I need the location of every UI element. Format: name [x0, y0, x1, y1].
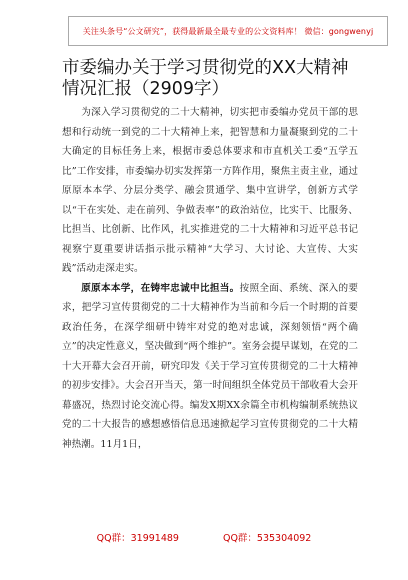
- paragraph-intro: 为深入学习贯彻党的二十大精神，切实把市委编办党员干部的思想和行动统一到党的二十大精神上来，把智慧和力量凝聚到党的二十大确定的目标任务上来，根据市委总体要求和市直机关工委“五学五比”工作安排，市委编办切实发挥第一方阵作用，聚焦主责主业，通过原原本本学、分层分类学、融会贯通学、集中宣讲学，创新方式学以“干在实处、走在前列、争做表率”的政治站位，比实干、比服务、比担当、比创新、比作风，扎实推进党的二十大精神和习近平总书记视察宁夏重要讲话指示批示精神“大学习、大讨论、大宣传、大实践”活动走深走实。: [62, 107, 358, 274]
- paragraph-study-text: 按照全面、系统、深入的要求，把学习宣传贯彻党的二十大精神作为当前和今后一个时期的首要政治任务，在深学细研中铸牢对党的绝对忠诚，深刻领悟“两个确立”的决定性意义，坚决做到“两个维护”。室务会提早谋划，在党的二十大开幕大会召开前，研究印发《关于学习宣传贯彻党的二十大精神的初步安排》。大会召开当天，第一时间组织全体党员干部收看大会开幕盛况，热烈讨论交流心得。编发X期XX余篇全市机构编制系统热议党的二十大报告的感想感悟信息迅速掀起学习宣传贯彻党的二十大精神热潮。11月1日，: [62, 282, 359, 450]
- document-body: [62, 103, 358, 454]
- qq-group-2: QQ群：535304092: [222, 533, 312, 544]
- paragraph-lead-heading: 原原本本学，在铸牢忠诚中比担当。: [81, 282, 240, 294]
- qq-group-1: QQ群：31991489: [96, 533, 179, 544]
- document-title: 市委编办关于学习贯彻党的XX大精神情况汇报（2909字）: [62, 58, 349, 99]
- paragraph-study: [62, 279, 358, 455]
- promo-banner: 关注头条号“公文研究”，获得最新最全最专业的公文资料库！ 微信：gongwenyj: [68, 16, 388, 46]
- footer-contacts: [0, 530, 408, 544]
